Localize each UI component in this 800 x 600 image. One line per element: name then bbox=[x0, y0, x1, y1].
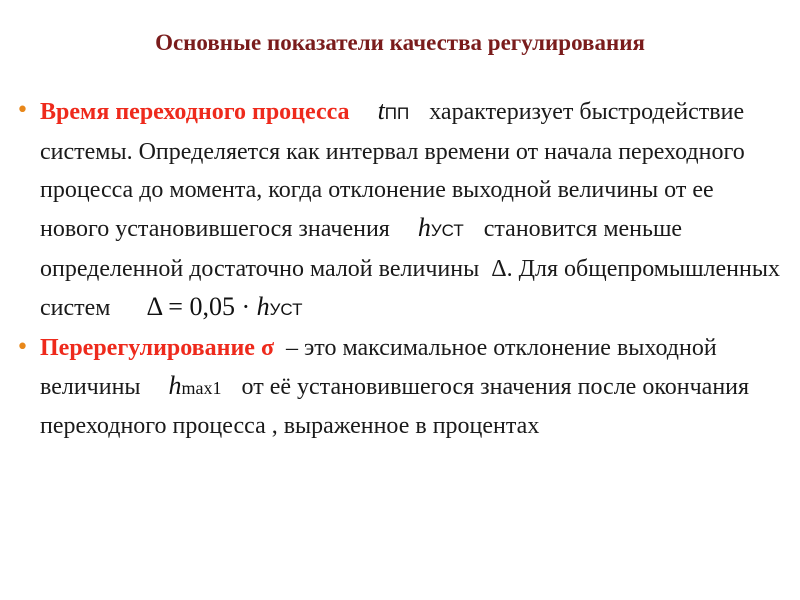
page-title: Основные показатели качества регулирования bbox=[155, 30, 645, 55]
symbol-h-max1: hmax1 bbox=[168, 371, 222, 400]
text-general-systems: . Для общепромышленных систем bbox=[40, 256, 780, 321]
text-becomes-less: становится меньше определенной достаточно малой величины bbox=[40, 216, 683, 282]
delta-symbol: Δ bbox=[491, 256, 507, 282]
bullet-transient-time bbox=[14, 92, 784, 329]
text-from-steady-state: от её установившегося значения после окончания переходного процесса , выраженное в процентах bbox=[40, 374, 750, 439]
formula-delta: Δ = 0,05 · hУСТ bbox=[146, 292, 303, 321]
bullet-icon: • bbox=[16, 335, 29, 360]
slide-content bbox=[14, 92, 784, 445]
text-max-deviation: – это максимальное отклонение выходной величины bbox=[40, 335, 717, 400]
bullet-overshoot bbox=[14, 329, 784, 445]
symbol-t-pp: tПП bbox=[377, 96, 410, 125]
text-characterizes: характеризует быстродействие системы. Определяется как интервал времени от начала переходного процесса до момента, когда отклонение выходной величины от ее нового установившегося значения bbox=[40, 99, 745, 242]
symbol-h-ust: hУСТ bbox=[417, 213, 464, 242]
term-transient-time: Время переходного процесса bbox=[40, 99, 350, 125]
bullet-icon: • bbox=[16, 98, 29, 123]
sigma-symbol: σ bbox=[260, 335, 274, 361]
term-overshoot: Перерегулирование bbox=[40, 335, 255, 361]
